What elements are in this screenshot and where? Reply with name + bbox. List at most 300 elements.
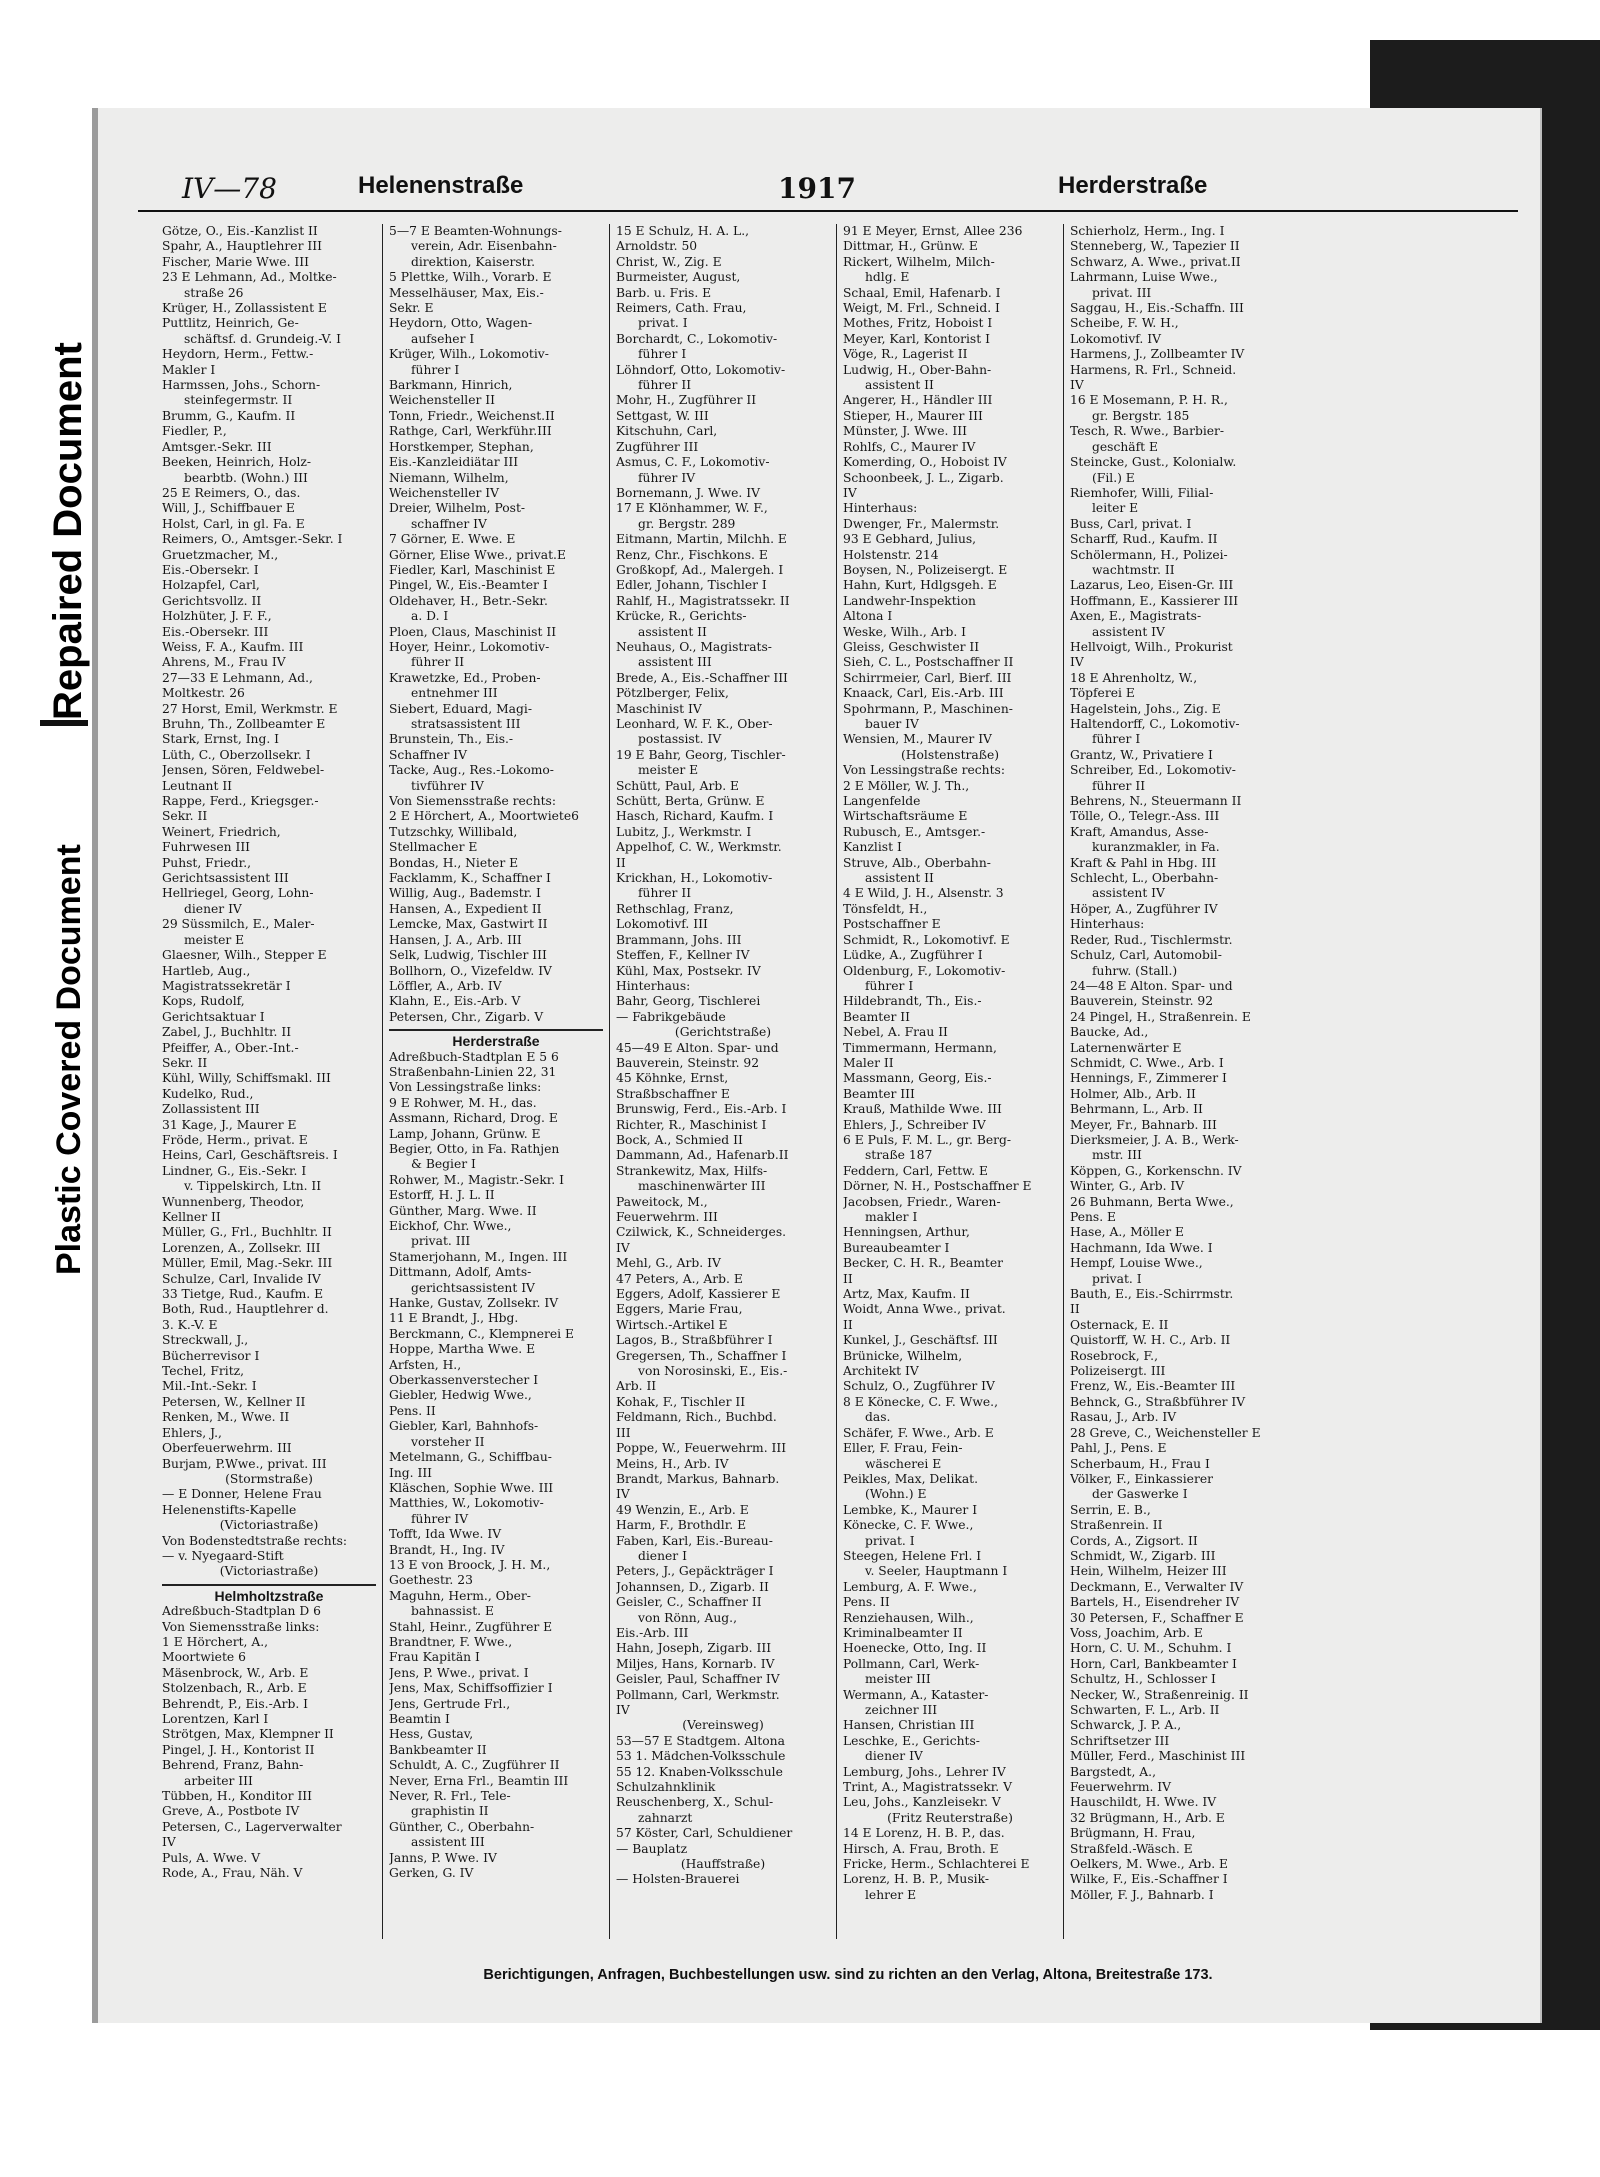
directory-entry-line: 33 Tietge, Rud., Kaufm. E — [162, 1287, 324, 1302]
directory-column — [1064, 224, 1291, 1939]
directory-entry-line: Hoyer, Heinr., Lokomotiv- — [389, 639, 550, 654]
directory-entry-line: Renziehausen, Wilh., — [843, 1610, 974, 1625]
directory-entry-line: gr. Bergstr. 185 — [1092, 408, 1190, 423]
directory-entry-line: Krücke, R., Gerichts- — [616, 609, 747, 624]
directory-entry-line: Cords, A., Zigsort. II — [1070, 1533, 1198, 1548]
directory-entry-line: Laternenwärter E — [1070, 1040, 1182, 1055]
directory-entry-line: Strötgen, Max, Klempner II — [162, 1727, 334, 1742]
directory-entry-line: Osternack, E. II — [1070, 1317, 1169, 1332]
directory-entry-line: Kitschuhn, Carl, — [616, 424, 718, 439]
page-number: IV—78 — [182, 172, 277, 205]
directory-entry-line: Moortwiete 6 — [162, 1650, 246, 1665]
directory-entry-line: Hase, A., Möller E — [1070, 1225, 1184, 1240]
directory-entry-line: Straßfeld.-Wäsch. E — [1070, 1841, 1193, 1856]
directory-entry-line: meister III — [865, 1672, 931, 1687]
directory-entry-line: Christ, W., Zig. E — [616, 254, 722, 269]
directory-entry-line: Hennings, F., Zimmerer I — [1070, 1071, 1227, 1086]
directory-entry-line: Kraft, Amandus, Asse- — [1070, 824, 1209, 839]
directory-entry-line: Rethschlag, Franz, — [616, 901, 734, 916]
directory-entry-line: von Rönn, Aug., — [638, 1610, 737, 1625]
directory-entry-line: Rasau, J., Arb. IV — [1070, 1410, 1177, 1425]
directory-entry-line: 16 E Mosemann, P. H. R., — [1070, 393, 1228, 408]
directory-entry-line: 30 Petersen, F., Schaffner E — [1070, 1610, 1244, 1625]
directory-entry-line: Greve, A., Postbote IV — [162, 1804, 300, 1819]
directory-entry-line: Leonhard, W. F. K., Ober- — [616, 717, 773, 731]
directory-entry-line: Woidt, Anna Wwe., privat. — [843, 1302, 1006, 1317]
directory-entry-line: Stellmacher E — [389, 840, 478, 855]
directory-entry-line: Weinert, Friedrich, — [162, 824, 281, 839]
directory-entry-line: 8 E Könecke, C. F. Wwe., — [843, 1394, 998, 1409]
directory-entry-line: 49 Wenzin, E., Arb. E — [616, 1502, 749, 1517]
directory-entry-line: Knaack, Carl, Eis.-Arb. III — [843, 686, 1004, 701]
directory-entry-line: Weigt, M. Frl., Schneid. I — [843, 301, 1000, 316]
directory-entry-line: Peters, J., Gepäckträger I — [616, 1564, 774, 1579]
directory-entry-line: Bruhn, Th., Zollbeamter E — [162, 717, 326, 731]
directory-entry-line: Langenfelde — [843, 794, 921, 809]
directory-entry-line: Dittmann, Adolf, Amts- — [389, 1265, 532, 1280]
directory-entry-line: Postschaffner E — [843, 917, 941, 932]
directory-entry-line: privat. I — [638, 316, 688, 331]
directory-entry-line: Schaffner IV — [389, 747, 468, 762]
directory-entry-line: Feddern, Carl, Fettw. E — [843, 1163, 989, 1178]
directory-entry-line: meister E — [184, 932, 245, 947]
directory-entry-line: führer II — [638, 378, 692, 393]
directory-entry-line: Neuhaus, O., Magistrats- — [616, 639, 772, 654]
directory-entry-line: Pens. E — [1070, 1210, 1117, 1224]
directory-entry-line: Assmann, Richard, Drog. E — [389, 1111, 558, 1126]
directory-entry-line: Hempf, Louise Wwe., — [1070, 1256, 1203, 1271]
directory-entry-line: Scherbaum, H., Frau I — [1070, 1456, 1210, 1471]
directory-entry-line: Winter, G., Arb. IV — [1070, 1179, 1185, 1194]
directory-entry-line: Barb. u. Fris. E — [616, 285, 712, 300]
directory-entry-line: Müller, Emil, Mag.-Sekr. III — [162, 1256, 333, 1271]
directory-entry-line: Kühl, Willy, Schiffsmakl. III — [162, 1071, 331, 1086]
directory-entry-line: Tutzschky, Willibald, — [389, 824, 518, 839]
directory-entry-line: Burjam, P.Wwe., privat. III — [162, 1456, 327, 1471]
directory-entry-line: assistent III — [411, 1835, 485, 1850]
directory-entry-line: Appelhof, C. W., Werkmstr. — [616, 840, 782, 855]
directory-entry-line: Landwehr-Inspektion — [843, 593, 976, 608]
directory-column — [610, 224, 837, 1939]
directory-entry-line: 13 E von Broock, J. H. M., — [389, 1557, 551, 1572]
directory-entry-line: Reuschenberg, X., Schul- — [616, 1795, 774, 1810]
directory-entry-line: Stark, Ernst, Ing. I — [162, 732, 280, 747]
directory-entry-line: Techel, Fritz, — [162, 1364, 245, 1379]
directory-entry-line: Gerichtsassistent III — [162, 871, 289, 886]
directory-entry-line: Eis.-Obersekr. III — [162, 624, 269, 639]
directory-entry-line: Glaesner, Wilh., Stepper E — [162, 948, 327, 963]
directory-entry-line: Artz, Max, Kaufm. II — [843, 1287, 970, 1302]
directory-entry-line: (Victoriastraße) — [219, 1564, 319, 1579]
directory-entry-line: wachtmstr. II — [1092, 562, 1175, 577]
directory-entry-line: Frenz, W., Eis.-Beamter III — [1070, 1379, 1236, 1394]
directory-entry-line: Lüdke, A., Zugführer I — [843, 948, 983, 963]
directory-entry-line: 47 Peters, A., Arb. E — [616, 1271, 743, 1286]
directory-entry-line: Scheibe, F. W. H., — [1070, 316, 1179, 331]
directory-entry-line: Götze, O., Eis.-Kanzlist II — [162, 224, 318, 238]
directory-entry-line: Jens, Max, Schiffsoffizier I — [389, 1681, 553, 1696]
directory-entry-line: Fröde, Herm., privat. E — [162, 1132, 308, 1147]
directory-entry-line: Bondas, H., Nieter E — [389, 855, 519, 870]
directory-entry-line: entnehmer III — [411, 686, 498, 701]
directory-entry-line: Meyer, Fr., Bahnarb. III — [1070, 1117, 1217, 1132]
directory-entry-line: bauer IV — [865, 717, 919, 731]
directory-entry-line: Kühl, Max, Postsekr. IV — [616, 963, 761, 978]
directory-entry-line: Von Bodenstedtstraße rechts: — [162, 1533, 348, 1548]
directory-entry-line: Henningsen, Arthur, — [843, 1225, 970, 1240]
directory-entry-line: Wensien, M., Maurer IV — [843, 732, 992, 747]
directory-entry-line: Von Siemensstraße rechts: — [389, 794, 557, 809]
directory-entry-line: von Norosinski, E., Eis.- — [638, 1364, 788, 1379]
directory-entry-line: Weichensteller II — [389, 393, 496, 408]
directory-entry-line: Hahn, Kurt, Hdlgsgeh. E — [843, 578, 997, 593]
directory-entry-line: IV — [616, 1487, 630, 1502]
directory-entry-line: Holmer, Alb., Arb. II — [1070, 1086, 1196, 1101]
directory-entry-line: Axen, E., Magistrats- — [1070, 609, 1202, 624]
directory-entry-line: Saggau, H., Eis.-Schaffn. III — [1070, 301, 1244, 316]
directory-entry-line: Meyer, Karl, Kontorist I — [843, 331, 990, 346]
directory-entry-line: Holstenstr. 214 — [843, 547, 939, 562]
directory-entry-line: Arb. II — [616, 1379, 657, 1394]
directory-entry-line: Stamerjohann, M., Ingen. III — [389, 1249, 568, 1264]
directory-entry-line: 55 12. Knaben-Volksschule — [616, 1764, 783, 1779]
directory-entry-line: Spohrmann, P., Maschinen- — [843, 701, 1013, 716]
directory-entry-line: (Gerichtstraße) — [674, 1025, 772, 1040]
directory-entry-line: Dörner, N. H., Postschaffner E — [843, 1179, 1032, 1194]
directory-entry-line: IV — [162, 1835, 176, 1850]
directory-entry-line: Bornemann, J. Wwe. IV — [616, 485, 760, 500]
directory-entry-line: Mil.-Int.-Sekr. I — [162, 1379, 257, 1394]
directory-entry-line: Kläschen, Sophie Wwe. III — [389, 1480, 554, 1495]
directory-entry-line: Facklamm, K., Schaffner I — [389, 871, 551, 886]
directory-entry-line: (Holstenstraße) — [900, 747, 1000, 762]
directory-entry-line: Leutnant II — [162, 778, 233, 793]
directory-entry-line: Möller, F. J., Bahnarb. I — [1070, 1887, 1214, 1902]
directory-entry-line: Estorff, H. J. L. II — [389, 1188, 495, 1203]
directory-entry-line: straße 26 — [184, 285, 244, 300]
directory-entry-line: Puhst, Friedr., — [162, 855, 252, 870]
directory-entry-line: 18 E Ahrenholtz, W., — [1070, 670, 1198, 685]
directory-entry-line: Haltendorff, C., Lokomotiv- — [1070, 717, 1240, 731]
directory-entry-line: Löffler, A., Arb. IV — [389, 978, 502, 993]
directory-entry-line: Schoonbeek, J. L., Zigarb. — [843, 470, 1004, 485]
directory-entry-line: Brünicke, Wilhelm, — [843, 1348, 963, 1363]
directory-entry-line: Völker, F., Einkassierer — [1070, 1471, 1213, 1486]
directory-entry-line: Arfsten, H., — [389, 1357, 462, 1372]
directory-entry-line: Krawetzke, Ed., Proben- — [389, 670, 541, 685]
directory-entry-line: Stahl, Heinr., Zugführer E — [389, 1619, 553, 1634]
directory-entry-line: Petersen, W., Kellner II — [162, 1394, 306, 1409]
directory-entry-line: 28 Greve, C., Weichensteller E — [1070, 1425, 1261, 1440]
directory-entry-line: Hinterhaus: — [843, 501, 918, 516]
directory-entry-line: Behnck, G., Straßbführer IV — [1070, 1394, 1246, 1409]
directory-page — [92, 108, 1540, 2023]
directory-entry-line: Großkopf, Ad., Malergeh. I — [616, 562, 784, 577]
directory-entry-line: Beamter II — [843, 1009, 911, 1024]
directory-entry-line: maschinenwärter III — [638, 1179, 766, 1194]
directory-entry-line: Hansen, Christian III — [843, 1718, 975, 1733]
directory-entry-line: Johannsen, D., Zigarb. II — [616, 1579, 769, 1594]
directory-entry-line: Oberkassenverstecher I — [389, 1373, 539, 1388]
directory-entry-line: Schulz, Carl, Automobil- — [1070, 948, 1222, 963]
directory-entry-line: 17 E Klönhammer, W. F., — [616, 501, 768, 516]
directory-entry-line: Arnoldstr. 50 — [616, 239, 698, 254]
directory-entry-line: Lüth, C., Oberzollsekr. I — [162, 747, 311, 762]
directory-entry-line: Petersen, Chr., Zigarb. V — [389, 1009, 544, 1024]
directory-entry-line: 2 E Möller, W. J. Th., — [843, 778, 970, 793]
directory-entry-line: Fiedler, Karl, Maschinist E — [389, 562, 556, 577]
directory-entry-line: Reder, Rud., Tischlermstr. — [1070, 932, 1233, 947]
directory-entry-line: Maguhn, Herm., Ober- — [389, 1588, 531, 1603]
directory-entry-line: Giebler, Hedwig Wwe., — [389, 1388, 532, 1403]
directory-entry-line: Könecke, C. F. Wwe., — [843, 1518, 974, 1533]
directory-entry-line: Schmidt, R., Lokomotivf. E — [843, 932, 1010, 947]
directory-entry-line: Feuerwehrm. IV — [1070, 1780, 1172, 1795]
directory-entry-line: das. — [865, 1410, 891, 1425]
directory-entry-line: Görner, Elise Wwe., privat.E — [389, 547, 566, 562]
directory-entry-line: Hartleb, Aug., — [162, 963, 251, 978]
directory-entry-line: Bauverein, Steinstr. 92 — [1070, 994, 1214, 1009]
directory-entry-line: Faben, Karl, Eis.-Bureau- — [616, 1533, 773, 1548]
directory-entry-line: Von Siemensstraße links: — [162, 1619, 320, 1634]
year-heading: 1917 — [778, 172, 856, 205]
directory-entry-line: Pingel, J. H., Kontorist II — [162, 1742, 315, 1757]
directory-entry-line: Schwarten, F. L., Arb. II — [1070, 1703, 1220, 1717]
directory-entry-line: Kanzlist I — [843, 840, 902, 855]
tag-separator — [40, 720, 88, 726]
directory-entry-line: Mehl, G., Arb. IV — [616, 1256, 721, 1271]
directory-entry-line: lehrer E — [865, 1887, 917, 1902]
directory-entry-line: Tonn, Friedr., Weichenst.II — [389, 408, 555, 423]
directory-entry-line: führer II — [411, 655, 465, 670]
directory-entry-line: Hanke, Gustav, Zollsekr. IV — [389, 1296, 559, 1311]
directory-entry-line: Deckmann, E., Verwalter IV — [1070, 1579, 1244, 1594]
directory-entry-line: Pingel, W., Eis.-Beamter I — [389, 578, 548, 593]
directory-entry-line: Beamter III — [843, 1086, 915, 1101]
directory-entry-line: 9 E Rohwer, M. H., das. — [389, 1095, 537, 1110]
directory-entry-line: Selk, Ludwig, Tischler III — [389, 948, 547, 963]
directory-entry-line: Bargstedt, A., — [1070, 1764, 1156, 1779]
directory-entry-line: Lorenzen, A., Zollsekr. III — [162, 1240, 321, 1255]
directory-entry-line: Von Lessingstraße links: — [389, 1080, 542, 1095]
directory-entry-line: Lazarus, Leo, Eisen-Gr. III — [1070, 578, 1234, 593]
directory-entry-line: graphistin II — [411, 1804, 489, 1819]
directory-entry-line: III — [616, 1425, 631, 1440]
directory-column — [383, 224, 610, 1939]
directory-entry-line: Schriftsetzer III — [1070, 1733, 1170, 1748]
directory-entry-line: Rahlf, H., Magistratssekr. II — [616, 593, 790, 608]
directory-entry-line: steinfegermstr. II — [184, 393, 293, 408]
directory-entry-line: Lahrmann, Luise Wwe., — [1070, 270, 1218, 285]
directory-entry-line: Frau Kapitän I — [389, 1650, 480, 1665]
directory-entry-line: Stolzenbach, R., Arb. E — [162, 1681, 307, 1696]
directory-entry-line: Hahn, Joseph, Zigarb. III — [616, 1641, 772, 1656]
directory-entry-line: Schölermann, H., Polizei- — [1070, 547, 1228, 562]
directory-entry-line: Sieh, C. L., Postschaffner II — [843, 655, 1014, 670]
directory-entry-line: Schreiber, Ed., Lokomotiv- — [1070, 763, 1236, 778]
directory-entry-line: 3. K.-V. E — [162, 1317, 218, 1332]
directory-entry-line: Burmeister, August, — [616, 270, 741, 285]
directory-entry-line: 57 Köster, Carl, Schuldiener — [616, 1826, 793, 1841]
directory-entry-line: Komerding, O., Hoboist IV — [843, 455, 1007, 470]
directory-entry-line: Rohwer, M., Magistr.-Sekr. I — [389, 1172, 564, 1187]
directory-entry-line: wäscherei E — [865, 1456, 942, 1471]
directory-entry-line: Behrens, N., Steuermann II — [1070, 794, 1242, 809]
directory-entry-line: Eickhof, Chr. Wwe., — [389, 1219, 512, 1233]
directory-entry-line: Hasch, Richard, Kaufm. I — [616, 809, 774, 824]
directory-entry-line: Poppe, W., Feuerwehrm. III — [616, 1441, 787, 1456]
directory-entry-line: führer I — [638, 347, 687, 362]
directory-entry-line: — Bauplatz — [616, 1841, 688, 1856]
directory-entry-line: Heins, Carl, Geschäftsreis. I — [162, 1148, 338, 1163]
directory-entry-line: Bureaubeamter I — [843, 1240, 950, 1255]
directory-entry-line: v. Seeler, Hauptmann I — [865, 1564, 1008, 1579]
repaired-document-tag: Repaired Document — [46, 342, 90, 720]
directory-entry-line: Rohlfs, C., Maurer IV — [843, 439, 976, 454]
directory-entry-line: Beamtin I — [389, 1712, 450, 1726]
directory-entry-line: Harmssen, Johs., Schorn- — [162, 378, 321, 393]
directory-entry-line: Barkmann, Hinrich, — [389, 378, 513, 393]
directory-entry-line: führer II — [638, 886, 692, 901]
directory-entry-line: hdlg. E — [865, 270, 910, 285]
directory-entry-line: führer I — [1092, 732, 1141, 747]
directory-entry-line: führer I — [411, 362, 460, 377]
directory-entry-line: Altona I — [843, 609, 893, 624]
directory-entry-line: Brammann, Johs. III — [616, 932, 742, 947]
plastic-covered-tag: Plastic Covered Document — [50, 844, 88, 1275]
directory-entry-line: Wirtschaftsräume E — [843, 809, 968, 824]
directory-entry-line: Heydorn, Otto, Wagen- — [389, 316, 533, 331]
directory-entry-line: Voss, Joachim, Arb. E — [1070, 1625, 1203, 1640]
directory-entry-line: diener IV — [184, 901, 242, 916]
directory-entry-line: Wilke, F., Eis.-Schaffner I — [1070, 1872, 1228, 1887]
directory-entry-line: tivführer IV — [411, 778, 484, 793]
directory-entry-line: 53—57 E Stadtgem. Altona — [616, 1733, 785, 1748]
directory-entry-line: Klahn, E., Eis.-Arb. V — [389, 994, 521, 1009]
directory-entry-line: Feldmann, Rich., Buchbd. — [616, 1410, 777, 1425]
directory-entry-line: Bahr, Georg, Tischlerei — [616, 994, 761, 1009]
directory-entry-line: Zugführer III — [616, 439, 699, 454]
directory-entry-line: Schirrmeier, Carl, Bierf. III — [843, 670, 1012, 685]
directory-entry-line: Hachmann, Ida Wwe. I — [1070, 1240, 1213, 1255]
directory-entry-line: (Fil.) E — [1092, 470, 1135, 485]
directory-entry-line: Never, Erna Frl., Beamtin III — [389, 1773, 569, 1788]
directory-entry-line: diener IV — [865, 1749, 923, 1764]
directory-entry-line: Löhndorf, Otto, Lokomotiv- — [616, 362, 786, 377]
directory-entry-line: 1 E Hörchert, A., — [162, 1634, 269, 1649]
directory-entry-line: Berckmann, C., Klempnerei E — [389, 1326, 574, 1341]
directory-entry-line: Boysen, N., Polizeisergt. E — [843, 562, 1008, 577]
directory-entry-line: — Fabrikgebäude — [616, 1009, 726, 1024]
directory-entry-line: Harmens, R. Frl., Schneid. — [1070, 362, 1237, 377]
directory-entry-line: a. D. I — [411, 609, 449, 624]
directory-entry-line: Pfeiffer, A., Ober.-Int.- — [162, 1040, 299, 1055]
directory-entry-line: 11 E Brandt, J., Hbg. — [389, 1311, 519, 1326]
directory-entry-line: IV — [1070, 378, 1084, 393]
directory-entry-line: Niemann, Wilhelm, — [389, 470, 509, 485]
directory-entry-line: Eis.-Obersekr. I — [162, 562, 259, 577]
directory-entry-line: zeichner III — [865, 1703, 938, 1717]
directory-entry-line: Fiedler, P., — [162, 424, 227, 439]
directory-entry-line: Lembke, K., Maurer I — [843, 1502, 978, 1517]
directory-entry-line: II — [1070, 1302, 1080, 1317]
directory-entry-line: Asmus, C. F., Lokomotiv- — [616, 455, 770, 470]
archive-tag-strip — [18, 200, 90, 1300]
directory-entry-line: Fuhrwesen III — [162, 840, 251, 855]
directory-entry-line: Rickert, Wilhelm, Milch- — [843, 254, 995, 269]
directory-entry-line: Steffen, F., Kellner IV — [616, 948, 750, 963]
directory-entry-line: straße 187 — [865, 1148, 933, 1163]
directory-entry-line: assistent II — [865, 871, 934, 886]
directory-entry-line: Jens, P. Wwe., privat. I — [389, 1665, 529, 1680]
directory-entry-line: schaffner IV — [411, 516, 487, 531]
directory-entry-line: Nebel, A. Frau II — [843, 1025, 948, 1040]
directory-entry-line: diener I — [638, 1548, 687, 1563]
directory-entry-line: 15 E Schulz, H. A. L., — [616, 224, 750, 238]
directory-entry-line: — v. Nyegaard-Stift — [162, 1548, 284, 1563]
directory-entry-line: vorsteher II — [411, 1434, 485, 1449]
directory-entry-line: 24 Pingel, H., Straßenrein. E — [1070, 1009, 1251, 1024]
directory-entry-line: Dittmar, H., Grünw. E — [843, 239, 978, 254]
directory-entry-line: Münster, J. Wwe. III — [843, 424, 967, 439]
directory-entry-line: Kellner II — [162, 1210, 221, 1224]
directory-entry-line: Renz, Chr., Fischkons. E — [616, 547, 768, 562]
directory-entry-line: 7 Görner, E. Wwe. E — [389, 532, 516, 547]
directory-entry-line: Magistratssekretär I — [162, 978, 291, 993]
directory-entry-line: Höper, A., Zugführer IV — [1070, 901, 1218, 916]
directory-entry-line: Rappe, Ferd., Kriegsger.- — [162, 794, 319, 809]
directory-entry-line: Tofft, Ida Wwe. IV — [389, 1527, 502, 1542]
directory-entry-line: Oldehaver, H., Betr.-Sekr. — [389, 593, 548, 608]
directory-entry-line: & Begier I — [411, 1157, 476, 1172]
directory-entry-line: Gruetzmacher, M., — [162, 547, 279, 562]
directory-entry-line: Bauverein, Steinstr. 92 — [616, 1055, 760, 1070]
directory-entry-line: Richter, R., Maschinist I — [616, 1117, 767, 1132]
directory-entry-line: Polizeisergt. III — [1070, 1364, 1166, 1379]
directory-entry-line: Riemhofer, Willi, Filial- — [1070, 485, 1214, 500]
directory-entry-line: Jacobsen, Friedr., Waren- — [843, 1194, 1001, 1209]
directory-entry-line: Eggers, Marie Frau, — [616, 1302, 743, 1317]
directory-entry-line: Geisler, Paul, Schaffner IV — [616, 1672, 780, 1687]
directory-entry-line: Jensen, Sören, Feldwebel- — [162, 763, 325, 778]
directory-entry-line: makler I — [865, 1210, 918, 1224]
directory-entry-line: (Wohn.) E — [865, 1487, 927, 1502]
directory-entry-line: Oelkers, M. Wwe., Arb. E — [1070, 1857, 1229, 1872]
directory-entry-line: postassist. IV — [638, 732, 722, 747]
left-street-heading: Helenenstraße — [358, 172, 524, 199]
directory-entry-line: Helenenstifts-Kapelle — [162, 1502, 297, 1517]
directory-entry-line: Wirtsch.-Artikel E — [616, 1317, 728, 1332]
directory-entry-line: Bartels, H., Eisendreher IV — [1070, 1595, 1240, 1610]
directory-entry-line: Holzapfel, Carl, — [162, 578, 260, 593]
directory-entry-line: Schmidt, W., Zigarb. III — [1070, 1548, 1216, 1563]
directory-entry-line: Metelmann, G., Schiffbau- — [389, 1450, 552, 1465]
directory-entry-line: Ahrens, M., Frau IV — [162, 655, 286, 670]
directory-entry-line: Gregersen, Th., Schaffner I — [616, 1348, 787, 1363]
directory-entry-line: Köppen, G., Korkenschn. IV — [1070, 1163, 1242, 1178]
directory-entry-line: Dwenger, Fr., Malermstr. — [843, 516, 1000, 531]
directory-entry-line: Czilwick, K., Schneiderges. — [616, 1225, 787, 1240]
directory-entry-line: Pollmann, Carl, Werkmstr. — [616, 1687, 780, 1702]
directory-entry-line: (Victoriastraße) — [219, 1518, 319, 1533]
directory-entry-line: IV — [616, 1240, 630, 1255]
directory-entry-line: v. Tippelskirch, Ltn. II — [184, 1179, 322, 1194]
directory-entry-line: Kunkel, J., Geschäftsf. III — [843, 1333, 998, 1348]
directory-entry-line: fuhrw. (Stall.) — [1092, 963, 1178, 978]
directory-entry-line: der Gaswerke I — [1092, 1487, 1188, 1502]
directory-entry-line: 14 E Lorenz, H. B. P., das. — [843, 1826, 1005, 1841]
directory-entry-line: geschäft E — [1092, 439, 1158, 454]
